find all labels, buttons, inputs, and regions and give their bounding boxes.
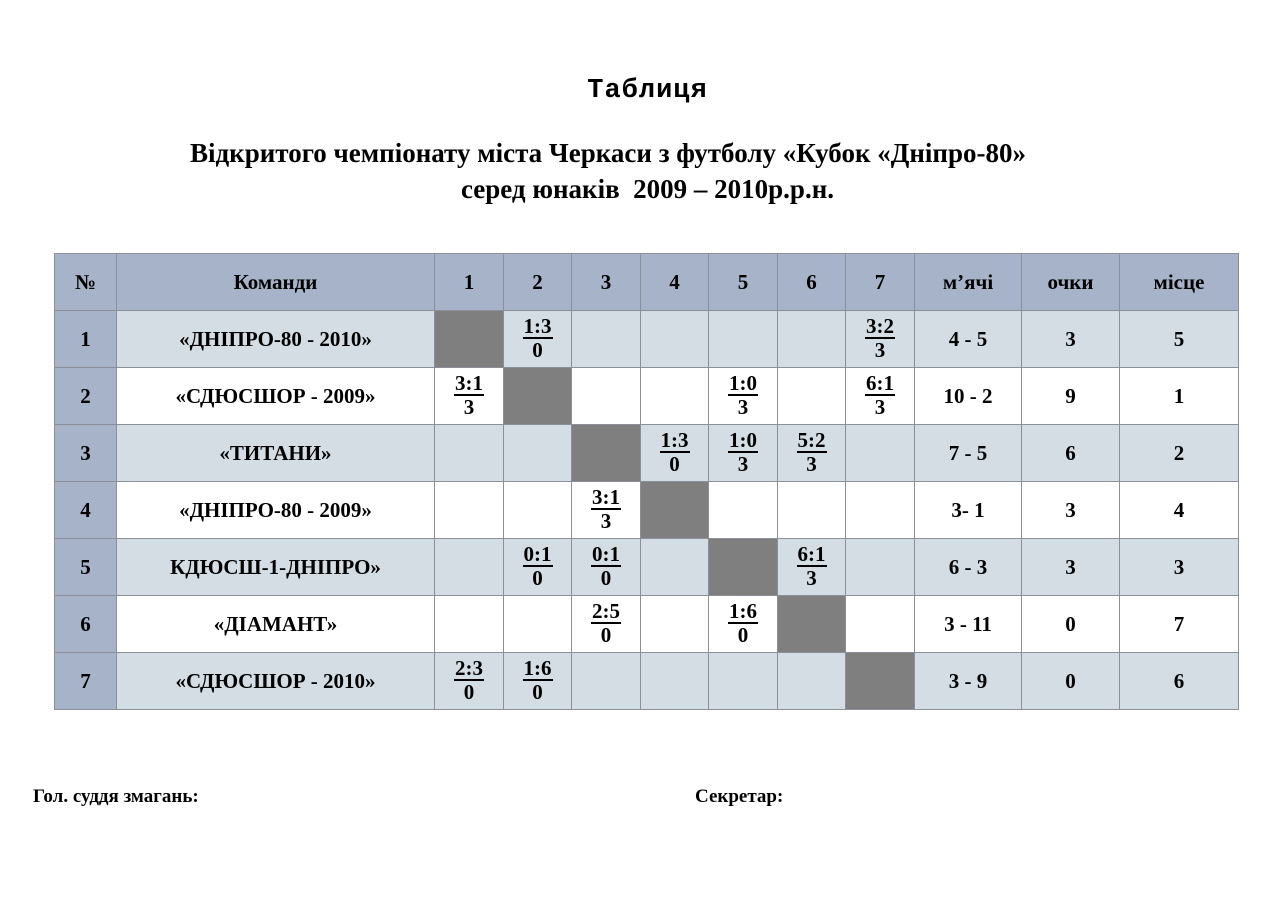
empty-match-cell xyxy=(778,311,846,368)
header-cell: місце xyxy=(1120,254,1239,311)
empty-match-cell xyxy=(641,653,709,710)
place-cell: 7 xyxy=(1120,596,1239,653)
empty-match-cell xyxy=(641,311,709,368)
subtitle-line-1: Відкритого чемпіонату міста Черкаси з футболу «Кубок «Дніпро-80» xyxy=(190,138,1026,168)
team-name: КДЮСШ-1-ДНІПРО» xyxy=(117,539,435,596)
empty-match-cell xyxy=(435,596,504,653)
match-score: 5:2 xyxy=(797,428,826,452)
points-cell: 6 xyxy=(1022,425,1120,482)
team-name: «ДНІПРО-80 - 2009» xyxy=(117,482,435,539)
goals-cell: 3 - 9 xyxy=(915,653,1022,710)
match-result-cell xyxy=(641,425,709,482)
match-score: 2:5 xyxy=(592,599,620,623)
empty-match-cell xyxy=(572,653,641,710)
points-cell: 0 xyxy=(1022,653,1120,710)
team-name: «ДІАМАНТ» xyxy=(117,596,435,653)
match-score: 3:1 xyxy=(592,485,620,509)
header-cell: м’ячі xyxy=(915,254,1022,311)
match-score: 6:1 xyxy=(797,542,826,566)
points-cell: 3 xyxy=(1022,539,1120,596)
empty-match-cell xyxy=(504,596,572,653)
match-score: 1:0 xyxy=(729,371,757,395)
match-result-cell xyxy=(709,425,778,482)
header-cell: 3 xyxy=(572,254,641,311)
empty-match-cell xyxy=(641,596,709,653)
self-match-cell xyxy=(778,596,846,653)
place-cell: 1 xyxy=(1120,368,1239,425)
match-result-cell xyxy=(504,653,572,710)
match-result-cell xyxy=(572,596,641,653)
header-cell: 1 xyxy=(435,254,504,311)
document-title: Таблиця xyxy=(587,76,708,106)
empty-match-cell xyxy=(846,539,915,596)
match-points: 0 xyxy=(600,566,612,590)
match-points: 0 xyxy=(532,680,543,704)
row-number: 4 xyxy=(55,482,117,539)
table-row xyxy=(55,482,1239,539)
empty-match-cell xyxy=(572,368,641,425)
table-row xyxy=(55,425,1239,482)
self-match-cell xyxy=(846,653,915,710)
goals-cell: 4 - 5 xyxy=(915,311,1022,368)
header-cell: 7 xyxy=(846,254,915,311)
goals-cell: 6 - 3 xyxy=(915,539,1022,596)
self-match-cell xyxy=(435,311,504,368)
match-points: 3 xyxy=(806,566,817,590)
empty-match-cell xyxy=(435,425,504,482)
goals-cell: 3 - 11 xyxy=(915,596,1022,653)
match-result-cell xyxy=(778,425,846,482)
header-cell: 2 xyxy=(504,254,572,311)
points-cell: 3 xyxy=(1022,482,1120,539)
match-result-cell xyxy=(846,368,915,425)
match-points: 0 xyxy=(600,623,612,647)
header-cell: 4 xyxy=(641,254,709,311)
empty-match-cell xyxy=(846,425,915,482)
secretary-label: Секретар: xyxy=(695,786,784,807)
match-score: 0:1 xyxy=(592,542,620,566)
self-match-cell xyxy=(641,482,709,539)
empty-match-cell xyxy=(709,482,778,539)
place-cell: 3 xyxy=(1120,539,1239,596)
empty-match-cell xyxy=(778,368,846,425)
empty-match-cell xyxy=(846,596,915,653)
match-result-cell xyxy=(504,539,572,596)
place-cell: 4 xyxy=(1120,482,1239,539)
match-score: 2:3 xyxy=(455,656,483,680)
place-cell: 5 xyxy=(1120,311,1239,368)
match-points: 0 xyxy=(532,566,543,590)
empty-match-cell xyxy=(641,539,709,596)
empty-match-cell xyxy=(709,653,778,710)
team-name: «СДЮСШОР - 2010» xyxy=(117,653,435,710)
header-cell: Команди xyxy=(117,254,435,311)
match-result-cell xyxy=(778,539,846,596)
header-cell: очки xyxy=(1022,254,1120,311)
match-points: 3 xyxy=(874,338,886,362)
match-result-cell xyxy=(435,368,504,425)
match-score: 1:6 xyxy=(729,599,757,623)
goals-cell: 3- 1 xyxy=(915,482,1022,539)
goals-cell: 10 - 2 xyxy=(915,368,1022,425)
match-points: 3 xyxy=(874,395,886,419)
match-points: 3 xyxy=(737,395,749,419)
points-cell: 0 xyxy=(1022,596,1120,653)
empty-match-cell xyxy=(435,539,504,596)
table-row xyxy=(55,311,1239,368)
table-row xyxy=(55,539,1239,596)
goals-cell: 7 - 5 xyxy=(915,425,1022,482)
header-cell: 5 xyxy=(709,254,778,311)
match-points: 3 xyxy=(806,452,817,476)
subtitle-line-2: серед юнаків 2009 – 2010р.р.н. xyxy=(460,174,835,204)
table-row xyxy=(55,368,1239,425)
table-row xyxy=(55,596,1239,653)
row-number: 3 xyxy=(55,425,117,482)
row-number: 6 xyxy=(55,596,117,653)
empty-match-cell xyxy=(504,482,572,539)
match-points: 0 xyxy=(737,623,749,647)
header-cell: № xyxy=(55,254,117,311)
empty-match-cell xyxy=(504,425,572,482)
match-score: 3:1 xyxy=(455,371,483,395)
empty-match-cell xyxy=(435,482,504,539)
match-result-cell xyxy=(709,596,778,653)
empty-match-cell xyxy=(572,311,641,368)
self-match-cell xyxy=(572,425,641,482)
team-name: «ТИТАНИ» xyxy=(117,425,435,482)
self-match-cell xyxy=(709,539,778,596)
empty-match-cell xyxy=(778,482,846,539)
match-result-cell xyxy=(572,482,641,539)
table-row xyxy=(55,653,1239,710)
match-score: 1:6 xyxy=(523,656,552,680)
standings-table xyxy=(54,253,1239,710)
points-cell: 9 xyxy=(1022,368,1120,425)
empty-match-cell xyxy=(846,482,915,539)
match-score: 0:1 xyxy=(523,542,552,566)
match-points: 3 xyxy=(600,509,612,533)
match-points: 0 xyxy=(463,680,475,704)
match-points: 0 xyxy=(669,452,680,476)
match-score: 3:2 xyxy=(866,314,894,338)
self-match-cell xyxy=(504,368,572,425)
team-name: «ДНІПРО-80 - 2010» xyxy=(117,311,435,368)
empty-match-cell xyxy=(641,368,709,425)
row-number: 1 xyxy=(55,311,117,368)
match-score: 6:1 xyxy=(866,371,894,395)
empty-match-cell xyxy=(709,311,778,368)
place-cell: 2 xyxy=(1120,425,1239,482)
points-cell: 3 xyxy=(1022,311,1120,368)
match-result-cell xyxy=(846,311,915,368)
match-points: 3 xyxy=(463,395,475,419)
header-row xyxy=(55,254,1239,311)
team-name: «СДЮСШОР - 2009» xyxy=(117,368,435,425)
match-result-cell xyxy=(435,653,504,710)
header-cell: 6 xyxy=(778,254,846,311)
chief-judge-label: Гол. суддя змагань: xyxy=(33,786,199,807)
match-score: 1:3 xyxy=(660,428,689,452)
match-result-cell xyxy=(572,539,641,596)
match-points: 3 xyxy=(737,452,749,476)
row-number: 5 xyxy=(55,539,117,596)
row-number: 7 xyxy=(55,653,117,710)
match-result-cell xyxy=(504,311,572,368)
place-cell: 6 xyxy=(1120,653,1239,710)
match-result-cell xyxy=(709,368,778,425)
match-score: 1:3 xyxy=(523,314,552,338)
match-points: 0 xyxy=(532,338,543,362)
empty-match-cell xyxy=(778,653,846,710)
row-number: 2 xyxy=(55,368,117,425)
match-score: 1:0 xyxy=(729,428,757,452)
